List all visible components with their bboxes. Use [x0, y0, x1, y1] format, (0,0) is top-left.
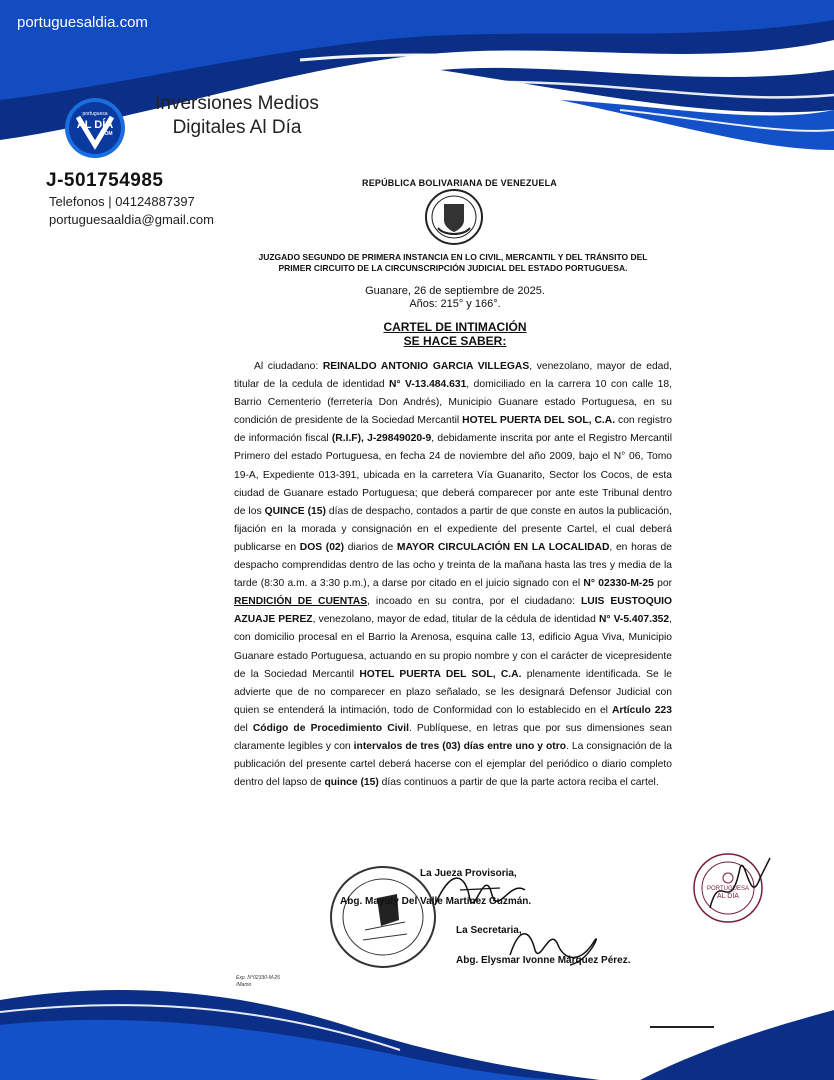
secretary-signature — [500, 915, 610, 975]
title-line1: CARTEL DE INTIMACIÓN — [383, 320, 527, 334]
company-name-line2: Digitales Al Día — [172, 117, 302, 138]
logo-text-main: AL DÍA — [76, 119, 114, 131]
footer-divider — [650, 1026, 714, 1028]
coat-of-arms-seal — [416, 188, 492, 246]
place-date — [355, 285, 555, 311]
company-phone: Telefonos | 04124887397 — [49, 194, 195, 209]
intimation-body: Al ciudadano: REINALDO ANTONIO GARCIA VILLEGAS, venezolano, mayor de edad, titular de la cedula de identidad N° V-13.484.631, domiciliado en la carrera 10 con calle 18, Barrio Cementerio (ferretería Don Andrés), Municipio Guanare estado Portuguesa, en su condición de presidente de la Sociedad Mercantil HOTEL PUERTA DEL SOL, C.A. con registro de información fiscal (R.I.F), J-29849020-9, debidamente inscrita por ante el Registro Mercantil Primero del estado Portuguesa, en fecha 24 de noviembre del año 2009, bajo el N° 06, Tomo 19-A, Expediente 013-391, ubicada en la carretera Vía Guanarito, Sector los Cocos, de esta ciudad de Guanare estado Portuguesa; que deberá comparecer por ante este Tribunal dentro de los QUINCE (15) días de despacho, contados a partir de que conste en autos la publicación, fijación en la morada y consignación en el expediente del presente Cartel, el cual deberá publicarse en DOS (02) diarios de MAYOR CIRCULACIÓN EN LA LOCALIDAD, en horas de despacho comprendidas dentro de las ocho y treinta de la mañana hasta las tres y media de la tarde (8:30 a.m. a 3:30 p.m.), a darse por citado en el juicio signado con el N° 02330-M-25 por RENDICIÓN DE CUENTAS, incoado en su contra, por el ciudadano: LUIS EUSTOQUIO AZUAJE PEREZ, venezolano, mayor de edad, titular de la cédula de identidad N° V-5.407.352, con domicilio procesal en el Barrio la Arenosa, esquina calle 13, edificio Agua Viva, Municipio Guanare estado Portuguesa, actuando en su propio nombre y con el carácter de vicepresidente de la Sociedad Mercantil HOTEL PUERTA DEL SOL, C.A. plenamente identificada. Se le advierte que de no comparecer en plazo señalado, se les designará Defensor Judicial con quien se entenderá la intimación, todo de Conformidad con lo establecido en el Artículo 223 del Código de Procedimiento Civil. Publíquese, en letras que por sus dimensiones sean claramente legibles y con intervalos de tres (03) días entre uno y otro. La consignación de la publicación del presente cartel deberá hacerse con el ejemplar del periódico o diario completo dentro del lapso de quince (15) días continuos a partir de que la parte actora reciba el cartel. — [234, 361, 673, 789]
judge-title: La Jueza Provisoria, — [420, 868, 517, 879]
title-line2: SE HACE SABER: — [403, 334, 507, 348]
publisher-stamp-line1: PORTUGUESA — [707, 886, 749, 892]
footer-wave-background — [0, 970, 834, 1080]
judge-name: Abg. Mayuly Del Valle Martínez Guzmán. — [340, 896, 532, 907]
company-email[interactable]: portuguesaaldia@gmail.com — [49, 212, 214, 227]
years-line: Años: 215° y 166°. — [409, 298, 501, 310]
date-line: Guanare, 26 de septiembre de 2025. — [365, 285, 545, 297]
file-reference-line2: /Mamo — [236, 982, 252, 988]
publisher-stamp — [690, 848, 774, 932]
company-rif: J-501754985 — [46, 170, 164, 191]
site-url[interactable]: portuguesaldia.com — [17, 14, 148, 31]
court-heading — [238, 252, 668, 274]
court-heading-line1: JUZGADO SEGUNDO DE PRIMERA INSTANCIA EN LO CIVIL, MERCANTIL Y DEL TRÁNSITO DEL — [258, 252, 648, 262]
logo-text-top: portuguesa — [82, 111, 108, 117]
company-logo — [64, 97, 126, 159]
company-name — [142, 92, 332, 140]
publisher-stamp-line2: AL DÍA — [717, 893, 739, 900]
file-reference-line1: Exp. N°02330-M-25 — [236, 975, 280, 981]
secretary-name: Abg. Elysmar Ivonne Márquez Pérez. — [456, 955, 631, 966]
document-title — [320, 320, 590, 348]
court-heading-line2: PRIMER CIRCUITO DE LA CIRCUNSCRIPCIÓN JUDICIAL DEL ESTADO PORTUGUESA. — [278, 263, 628, 273]
secretary-title: La Secretaria, — [456, 925, 522, 936]
logo-text-sub: .COM — [99, 131, 113, 137]
republic-heading: REPÚBLICA BOLIVARIANA DE VENEZUELA — [362, 178, 557, 188]
company-name-line1: Inversiones Medios — [155, 93, 319, 114]
